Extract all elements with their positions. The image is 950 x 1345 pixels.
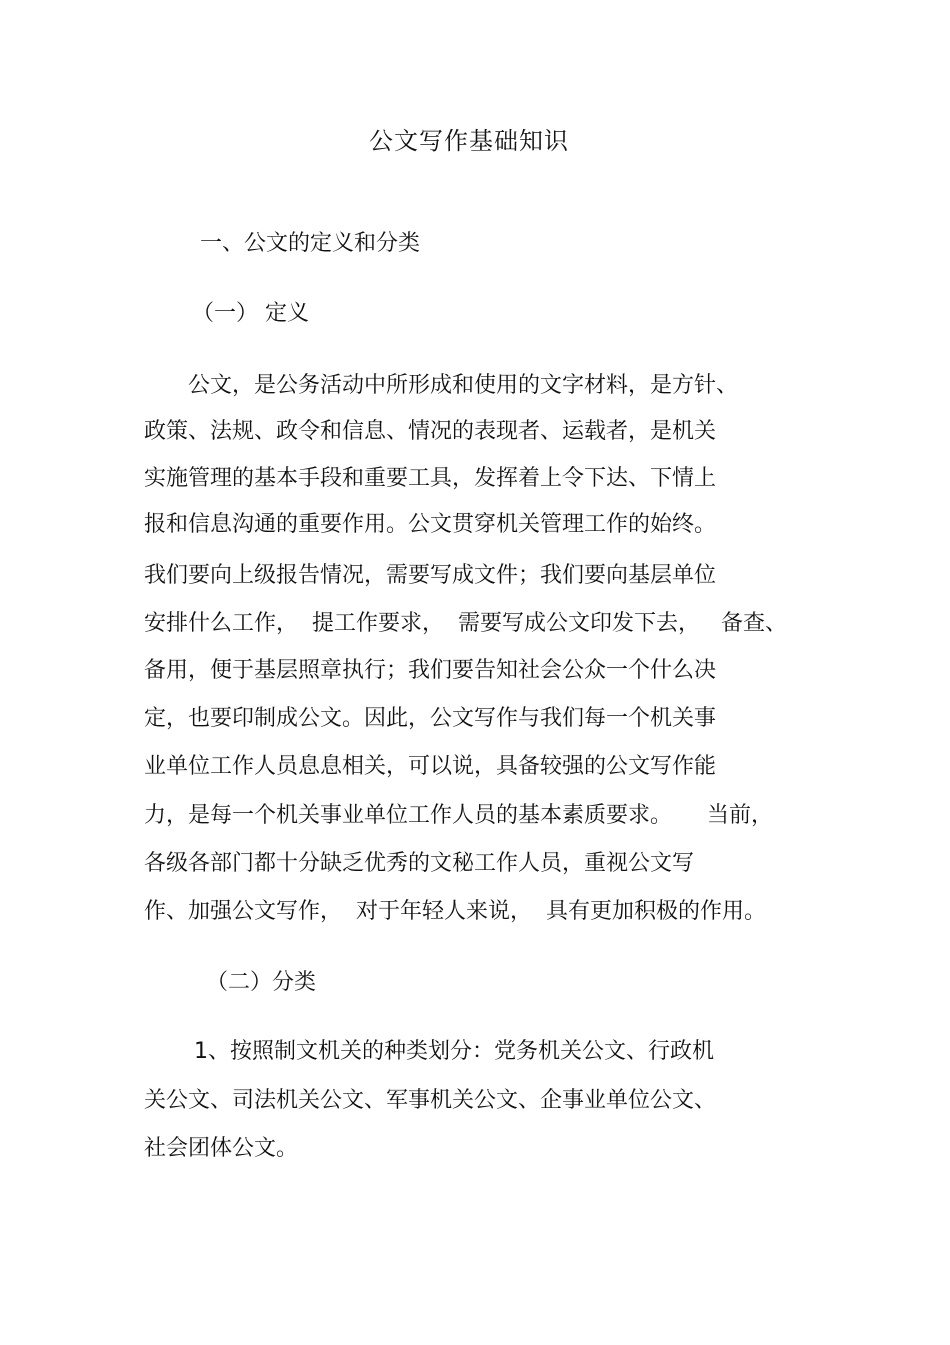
paragraph-line: 政策、法规、政令和信息、情况的表现者、运载者，是机关 <box>144 419 717 444</box>
subsection-heading: （二）分类 <box>206 970 317 995</box>
paragraph-line: 安排什么工作， 提工作要求， 需要写成公文印发下去， 备查、 <box>144 611 787 636</box>
paragraph-line: 社会团体公文。 <box>144 1136 299 1161</box>
paragraph-line: 各级各部门都十分缺乏优秀的文秘工作人员，重视公文写 <box>144 851 695 876</box>
paragraph-line: 备用，便于基层照章执行；我们要告知社会公众一个什么决 <box>144 658 717 683</box>
paragraph-line: 作、加强公文写作， 对于年轻人来说， 具有更加积极的作用。 <box>144 899 766 924</box>
paragraph-line: 业单位工作人员息息相关，可以说，具备较强的公文写作能 <box>144 754 717 779</box>
section-heading: 一、公文的定义和分类 <box>200 231 421 256</box>
document-title: 公文写作基础知识 <box>369 127 569 155</box>
paragraph-line: 报和信息沟通的重要作用。公文贯穿机关管理工作的始终。 <box>144 512 717 537</box>
paragraph-line: 我们要向上级报告情况，需要写成文件；我们要向基层单位 <box>144 563 717 588</box>
paragraph-line: 定，也要印制成公文。因此，公文写作与我们每一个机关事 <box>144 706 717 731</box>
paragraph-line: 公文，是公务活动中所形成和使用的文字材料，是方针、 <box>188 373 739 398</box>
subsection-heading: （一） 定义 <box>192 301 309 326</box>
paragraph-line: 关公文、司法机关公文、军事机关公文、企事业单位公文、 <box>144 1088 717 1113</box>
paragraph-line: 实施管理的基本手段和重要工具，发挥着上令下达、下情上 <box>144 466 717 491</box>
paragraph-line: 力，是每一个机关事业单位工作人员的基本素质要求。 当前， <box>144 803 773 828</box>
paragraph-line: 1、按照制文机关的种类划分：党务机关公文、行政机 <box>194 1039 714 1064</box>
